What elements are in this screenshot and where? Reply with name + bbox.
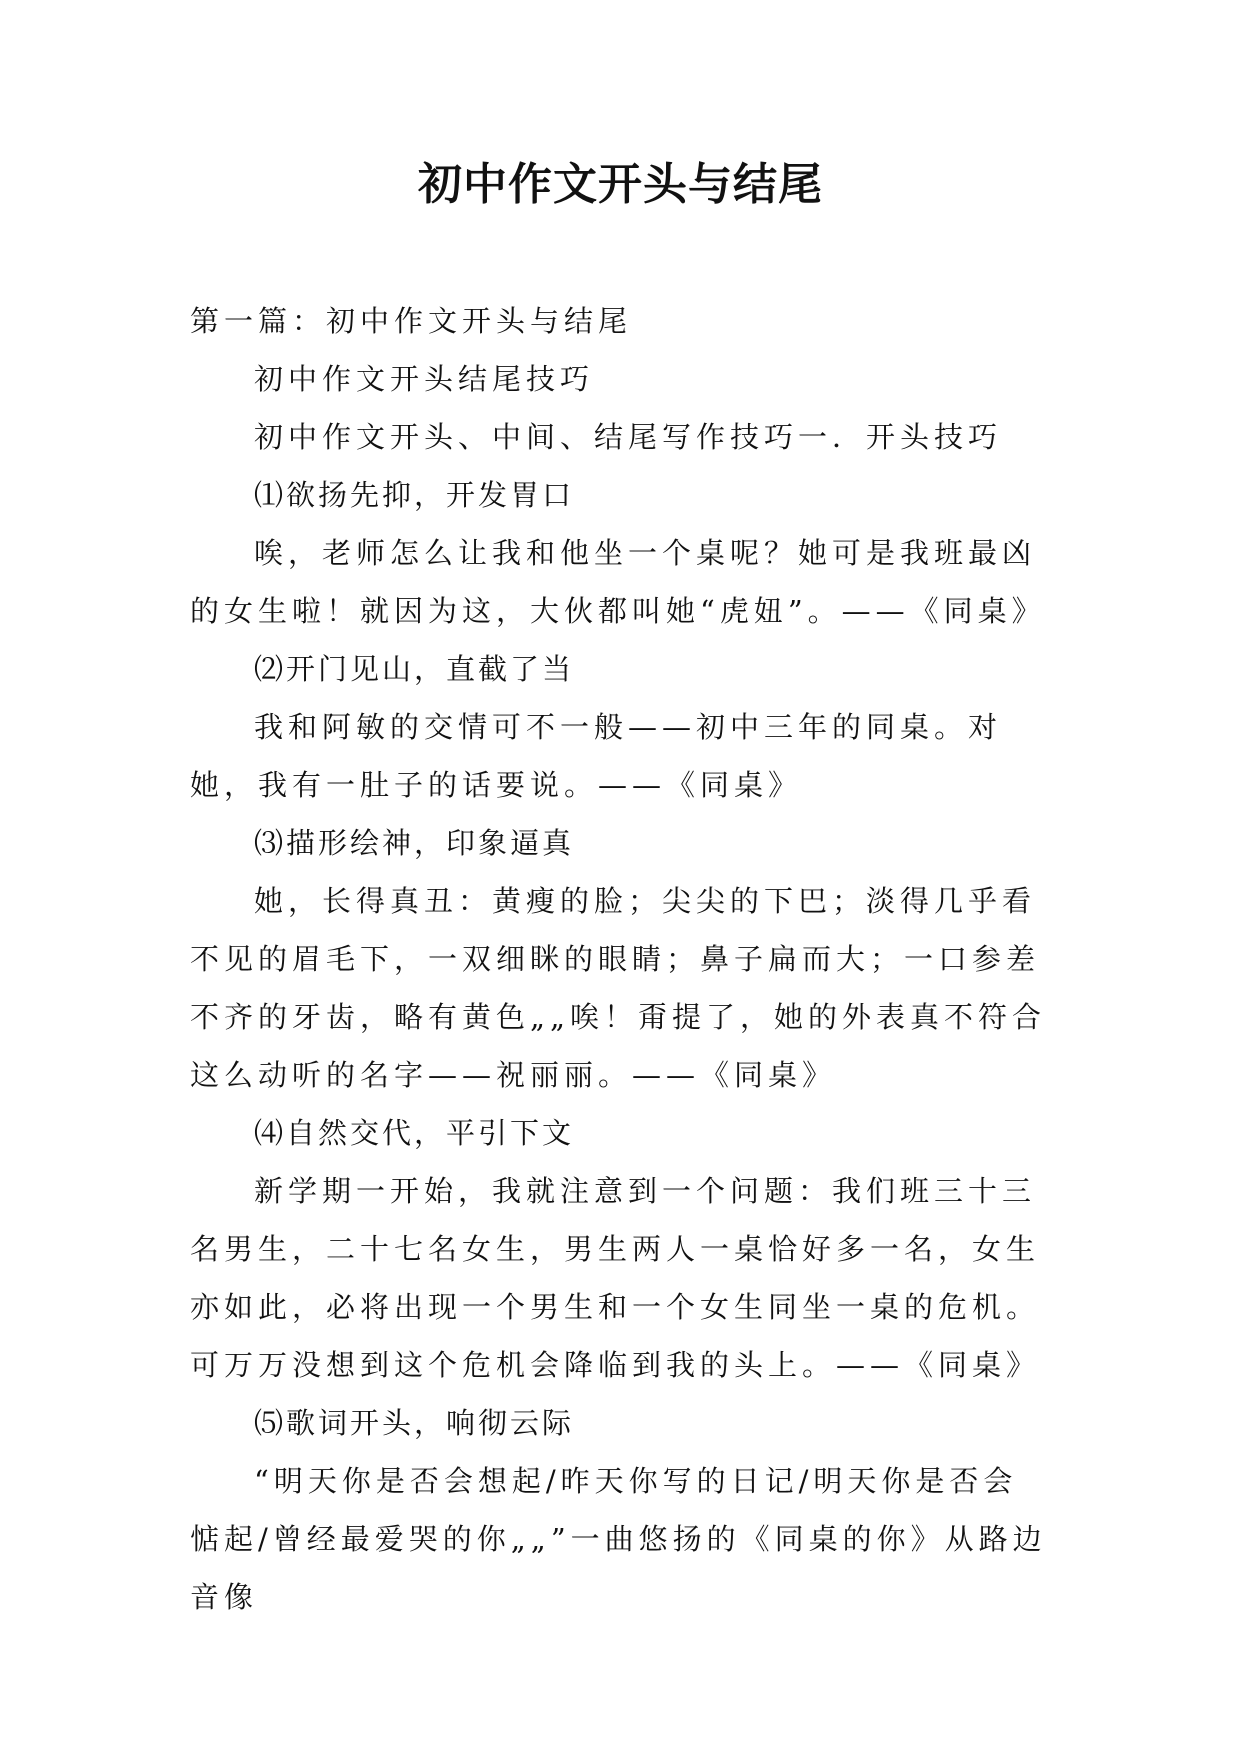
example-paragraph: 她，长得真丑：黄瘦的脸；尖尖的下巴；淡得几乎看不见的眉毛下，一双细眯的眼睛；鼻子扁而大；一口参差不齐的牙齿，略有黄色„„唉！甭提了，她的外表真不符合这么动听的名字——祝丽丽。——《同桌》: [190, 884, 1047, 1092]
example-paragraph: “明天你是否会想起/昨天你写的日记/明天你是否会惦起/曾经最爱哭的你„„”一曲悠扬的《同桌的你》从路边音像: [190, 1464, 1047, 1614]
technique-heading: ⑸歌词开头，响彻云际: [254, 1406, 575, 1440]
paragraph-subtitle: 初中作文开头结尾技巧: [254, 362, 595, 396]
paragraph-intro: 初中作文开头、中间、结尾写作技巧一．开头技巧: [254, 420, 1003, 454]
technique-heading: ⑵开门见山，直截了当: [254, 652, 575, 686]
technique-heading: ⑴欲扬先抑，开发胃口: [254, 478, 575, 512]
example-paragraph: 新学期一开始，我就注意到一个问题：我们班三十三名男生，二十七名女生，男生两人一桌恰好多一名，女生亦如此，必将出现一个男生和一个女生同坐一桌的危机。可万万没想到这个危机会降临到我的头上。——《同桌》: [190, 1174, 1041, 1382]
paragraph-section-label: 第一篇：初中作文开头与结尾: [190, 304, 633, 338]
technique-heading: ⑶描形绘神，印象逼真: [254, 826, 575, 860]
document-title: 初中作文开头与结尾: [418, 159, 823, 210]
technique-heading: ⑷自然交代，平引下文: [254, 1116, 575, 1150]
example-paragraph: 唉，老师怎么让我和他坐一个桌呢？她可是我班最凶的女生啦！就因为这，大伙都叫她“虎妞”。——《同桌》: [190, 536, 1046, 628]
example-paragraph: 我和阿敏的交情可不一般——初中三年的同桌。对她，我有一肚子的话要说。——《同桌》: [190, 710, 1003, 802]
document-body: [190, 292, 1050, 1626]
